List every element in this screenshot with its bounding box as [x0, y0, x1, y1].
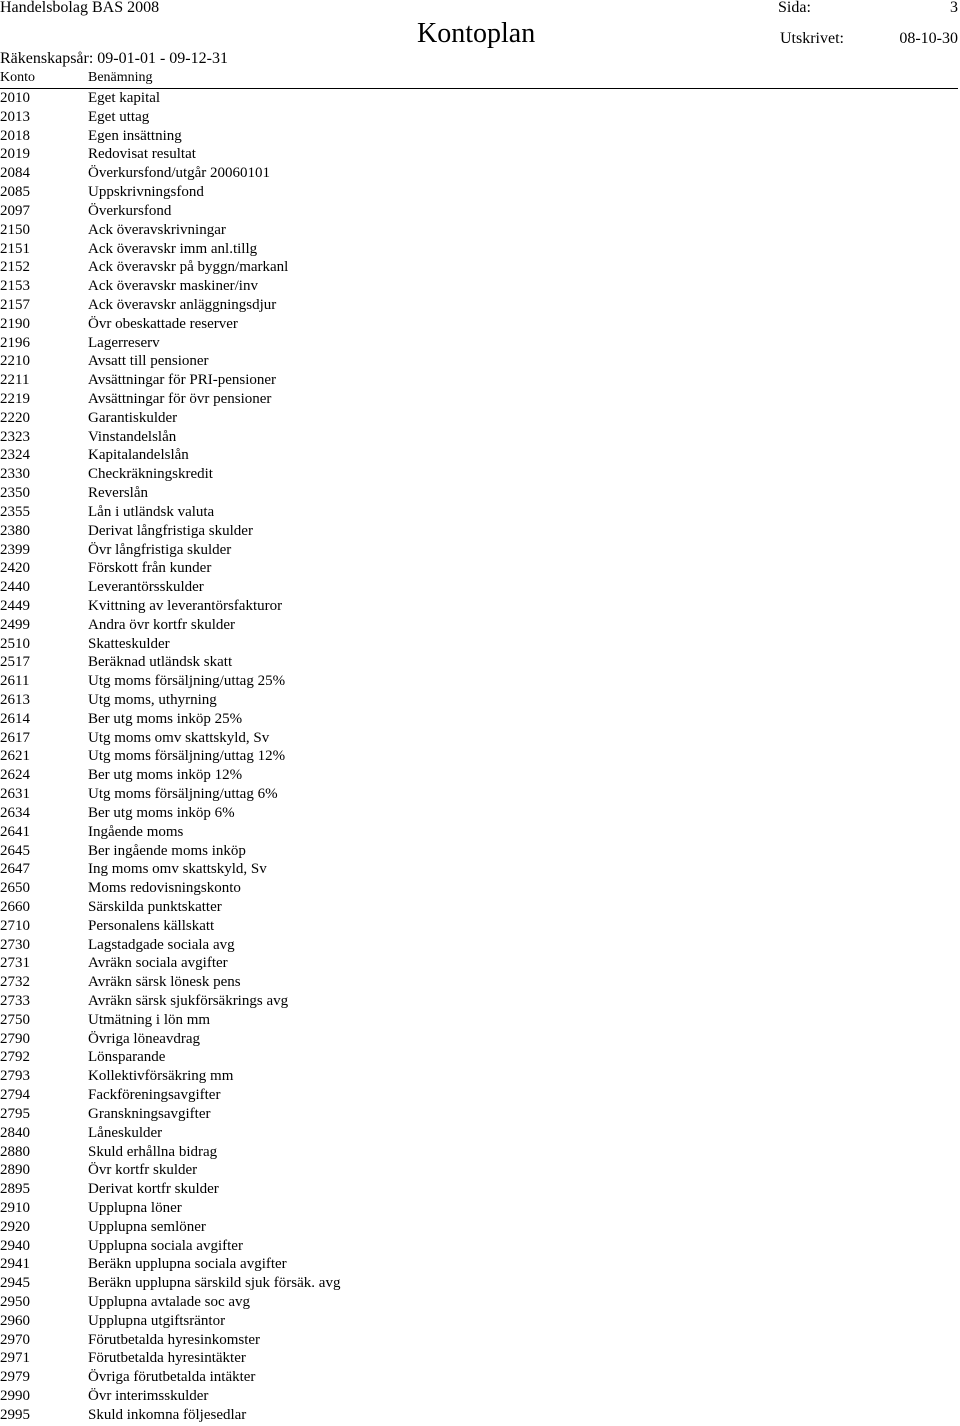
account-number: 2970 [0, 1331, 30, 1348]
account-row [0, 1331, 960, 1350]
account-number: 2710 [0, 917, 30, 934]
account-name: Ack överavskrivningar [88, 221, 226, 238]
account-row [0, 522, 960, 541]
account-number: 2910 [0, 1199, 30, 1216]
account-number: 2733 [0, 993, 30, 1009]
account-row [0, 804, 960, 823]
account-name: Utg moms, uthyrning [88, 692, 217, 708]
account-row [0, 1011, 960, 1030]
account-row [0, 785, 960, 804]
account-row [0, 465, 960, 484]
account-number: 2945 [0, 1275, 30, 1292]
account-number: 2660 [0, 898, 30, 915]
account-name: Utmätning i lön mm [88, 1011, 211, 1028]
account-number: 2940 [0, 1237, 30, 1254]
account-name: Ack överavskr maskiner/inv [88, 278, 258, 295]
account-number: 2220 [0, 409, 30, 426]
account-number: 2517 [0, 654, 30, 671]
account-number: 2153 [0, 278, 30, 295]
account-row [0, 1406, 960, 1425]
account-name: Avräkn särsk lönesk pens [88, 974, 241, 991]
account-name: Avräkn sociala avgifter [88, 955, 228, 972]
account-number: 2196 [0, 334, 30, 351]
account-number: 2150 [0, 221, 30, 238]
account-name: Checkräkningskredit [88, 466, 213, 483]
account-name: Särskilda punktskatter [88, 898, 222, 915]
account-row [0, 879, 960, 898]
account-name: Lagstadgade sociala avg [88, 936, 235, 953]
account-number: 2097 [0, 202, 30, 219]
account-name: Låneskulder [88, 1124, 163, 1141]
account-row [0, 597, 960, 616]
account-row [0, 127, 960, 146]
account-row [0, 710, 960, 729]
account-name: Beräknad utländsk skatt [88, 654, 233, 671]
page-number: 3 [950, 0, 958, 16]
account-row [0, 1237, 960, 1256]
account-row [0, 917, 960, 936]
account-row [0, 145, 960, 164]
account-row [0, 1124, 960, 1143]
account-name: Lönsparande [88, 1049, 166, 1066]
account-name: Derivat långfristiga skulder [88, 522, 253, 539]
account-number: 2650 [0, 880, 30, 897]
account-row [0, 390, 960, 409]
account-row [0, 1048, 960, 1067]
account-row [0, 973, 960, 992]
account-name: Derivat kortfr skulder [88, 1181, 219, 1198]
account-row [0, 1368, 960, 1387]
account-name: Förutbetalda hyresinkomster [88, 1331, 261, 1348]
account-row [0, 672, 960, 691]
account-row [0, 371, 960, 390]
account-row [0, 446, 960, 465]
column-header-konto: Konto [0, 70, 35, 85]
account-row [0, 860, 960, 879]
account-row [0, 221, 960, 240]
account-row [0, 240, 960, 259]
account-name: Överkursfond [88, 202, 172, 219]
account-row [0, 1274, 960, 1293]
account-row [0, 1387, 960, 1406]
account-row [0, 898, 960, 917]
account-number: 2157 [0, 296, 30, 313]
account-number: 2795 [0, 1105, 30, 1122]
account-row [0, 1312, 960, 1331]
account-number: 2440 [0, 579, 30, 596]
account-number: 2617 [0, 729, 30, 746]
account-number: 2645 [0, 842, 30, 859]
account-number: 2880 [0, 1143, 30, 1160]
account-number: 2355 [0, 503, 30, 520]
account-name: Ack överavskr på byggn/markanl [88, 259, 289, 276]
account-number: 2613 [0, 692, 30, 708]
account-number: 2971 [0, 1350, 30, 1367]
account-number: 2510 [0, 635, 30, 652]
account-name: Utg moms omv skattskyld, Sv [88, 729, 270, 746]
account-name: Lån i utländsk valuta [88, 503, 215, 520]
account-name: Ber utg moms inköp 6% [88, 804, 235, 821]
account-number: 2647 [0, 861, 30, 878]
account-row [0, 578, 960, 597]
account-name: Avräkn särsk sjukförsäkrings avg [88, 993, 289, 1009]
account-number: 2794 [0, 1087, 30, 1104]
account-number: 2420 [0, 560, 30, 577]
account-number: 2732 [0, 974, 30, 991]
account-name: Upplupna semlöner [88, 1218, 206, 1235]
account-row [0, 842, 960, 861]
account-name: Leverantörsskulder [88, 579, 204, 596]
account-row [0, 296, 960, 315]
account-row [0, 164, 960, 183]
account-name: Förutbetalda hyresintäkter [88, 1350, 246, 1367]
account-name: Överkursfond/utgår 20060101 [88, 165, 271, 182]
account-name: Upplupna löner [88, 1199, 182, 1216]
printed-date: 08-10-30 [899, 30, 958, 47]
account-number: 2979 [0, 1369, 30, 1386]
account-row [0, 1293, 960, 1312]
account-name: Eget uttag [88, 108, 150, 125]
column-header-benamning: Benämning [88, 70, 153, 85]
account-number: 2219 [0, 391, 30, 407]
account-number: 2449 [0, 597, 30, 614]
account-number: 2614 [0, 710, 30, 727]
account-name: Beräkn upplupna sociala avgifter [88, 1256, 287, 1273]
account-number: 2793 [0, 1068, 30, 1085]
account-number: 2890 [0, 1162, 30, 1179]
account-row [0, 992, 960, 1011]
account-name: Kvittning av leverantörsfakturor [88, 597, 283, 614]
account-row [0, 409, 960, 428]
account-number: 2499 [0, 616, 30, 633]
account-row [0, 277, 960, 296]
account-row [0, 691, 960, 710]
account-number: 2641 [0, 823, 30, 840]
account-row [0, 484, 960, 503]
account-number: 2750 [0, 1011, 30, 1028]
account-number: 2611 [0, 673, 30, 690]
account-name: Skuld inkomna följesedlar [88, 1406, 247, 1423]
account-name: Ack överavskr anläggningsdjur [88, 296, 277, 313]
account-number: 2323 [0, 428, 30, 445]
account-row [0, 1218, 960, 1237]
account-number: 2324 [0, 447, 30, 464]
account-row [0, 616, 960, 635]
account-row [0, 1349, 960, 1368]
account-number: 2624 [0, 767, 30, 784]
account-name: Övr interimsskulder [88, 1388, 209, 1405]
account-number: 2380 [0, 522, 30, 539]
account-row [0, 352, 960, 371]
document-title: Kontoplan [417, 18, 536, 49]
account-name: Andra övr kortfr skulder [88, 616, 236, 633]
account-name: Fackföreningsavgifter [88, 1087, 221, 1104]
account-name: Ingående moms [88, 823, 184, 840]
account-number: 2840 [0, 1124, 30, 1141]
account-row [0, 334, 960, 353]
account-name: Redovisat resultat [88, 146, 196, 163]
account-name: Övr obeskattade reserver [88, 315, 238, 332]
account-number: 2190 [0, 315, 30, 332]
account-name: Skatteskulder [88, 635, 170, 652]
account-name: Kollektivförsäkring mm [88, 1068, 234, 1085]
account-number: 2151 [0, 240, 30, 257]
account-number: 2995 [0, 1406, 30, 1423]
account-row [0, 729, 960, 748]
account-name: Upplupna utgiftsräntor [88, 1312, 226, 1329]
account-row [0, 635, 960, 654]
account-number: 2152 [0, 259, 30, 276]
account-number: 2941 [0, 1256, 30, 1273]
account-name: Ber utg moms inköp 25% [88, 710, 243, 727]
account-name: Reverslån [88, 485, 148, 502]
account-number: 2018 [0, 127, 30, 144]
account-row [0, 1161, 960, 1180]
account-number: 2950 [0, 1294, 30, 1310]
account-row [0, 108, 960, 127]
account-name: Upplupna sociala avgifter [88, 1237, 243, 1254]
account-name: Moms redovisningskonto [88, 880, 241, 897]
printed-label: Utskrivet: [780, 30, 844, 47]
account-row [0, 315, 960, 334]
account-name: Ber utg moms inköp 12% [88, 767, 243, 784]
account-name: Kapitalandelslån [88, 447, 189, 464]
account-row [0, 936, 960, 955]
account-list [0, 89, 960, 1425]
account-row [0, 428, 960, 447]
account-name: Skuld erhållna bidrag [88, 1143, 218, 1160]
account-row [0, 766, 960, 785]
account-name: Ber ingående moms inköp [88, 842, 246, 859]
account-name: Eget kapital [88, 90, 161, 106]
page-label: Sida: [778, 0, 811, 16]
account-number: 2920 [0, 1218, 30, 1235]
account-name: Avsättningar för PRI-pensioner [88, 372, 277, 389]
account-number: 2621 [0, 748, 30, 765]
account-name: Granskningsavgifter [88, 1105, 211, 1122]
account-name: Avsatt till pensioner [88, 353, 209, 370]
account-name: Förskott från kunder [88, 560, 212, 577]
account-number: 2790 [0, 1030, 30, 1047]
account-row [0, 1105, 960, 1124]
account-name: Avsättningar för övr pensioner [88, 391, 272, 407]
account-number: 2730 [0, 936, 30, 953]
account-number: 2013 [0, 108, 30, 125]
account-row [0, 183, 960, 202]
account-number: 2960 [0, 1312, 30, 1329]
account-name: Utg moms försäljning/uttag 6% [88, 786, 278, 803]
account-row [0, 1180, 960, 1199]
account-name: Utg moms försäljning/uttag 25% [88, 673, 286, 690]
account-name: Personalens källskatt [88, 917, 215, 934]
account-name: Lagerreserv [88, 334, 160, 351]
account-row [0, 1255, 960, 1274]
account-number: 2010 [0, 90, 30, 106]
fiscal-year: Räkenskapsår: 09-01-01 - 09-12-31 [0, 50, 228, 67]
account-row [0, 541, 960, 560]
account-name: Garantiskulder [88, 409, 178, 426]
account-row [0, 1067, 960, 1086]
account-name: Egen insättning [88, 127, 182, 144]
account-number: 2211 [0, 372, 30, 389]
account-row [0, 202, 960, 221]
account-name: Övr långfristiga skulder [88, 541, 232, 558]
account-row [0, 258, 960, 277]
account-row [0, 1143, 960, 1162]
account-number: 2330 [0, 466, 30, 483]
account-name: Upplupna avtalade soc avg [88, 1294, 251, 1310]
account-name: Uppskrivningsfond [88, 184, 204, 201]
account-name: Utg moms försäljning/uttag 12% [88, 748, 286, 765]
account-number: 2399 [0, 541, 30, 558]
account-number: 2085 [0, 184, 30, 201]
account-row [0, 653, 960, 672]
account-name: Övr kortfr skulder [88, 1162, 198, 1179]
account-row [0, 747, 960, 766]
account-number: 2019 [0, 146, 30, 163]
account-row [0, 89, 960, 108]
account-name: Ing moms omv skattskyld, Sv [88, 861, 267, 878]
account-number: 2210 [0, 353, 30, 370]
account-number: 2731 [0, 955, 30, 972]
account-number: 2792 [0, 1049, 30, 1066]
account-row [0, 559, 960, 578]
account-row [0, 503, 960, 522]
account-name: Ack överavskr imm anl.tillg [88, 240, 258, 257]
account-name: Övriga löneavdrag [88, 1030, 201, 1047]
account-number: 2084 [0, 165, 30, 182]
account-name: Beräkn upplupna särskild sjuk försäk. avg [88, 1275, 341, 1292]
account-row [0, 954, 960, 973]
account-row [0, 1199, 960, 1218]
account-number: 2631 [0, 786, 30, 803]
account-number: 2350 [0, 485, 30, 502]
account-number: 2895 [0, 1181, 30, 1198]
account-name: Vinstandelslån [88, 428, 177, 445]
account-row [0, 1086, 960, 1105]
account-row [0, 1030, 960, 1049]
account-row [0, 823, 960, 842]
account-number: 2990 [0, 1388, 30, 1405]
account-name: Övriga förutbetalda intäkter [88, 1369, 256, 1386]
company-name: Handelsbolag BAS 2008 [0, 0, 160, 16]
account-number: 2634 [0, 804, 30, 821]
